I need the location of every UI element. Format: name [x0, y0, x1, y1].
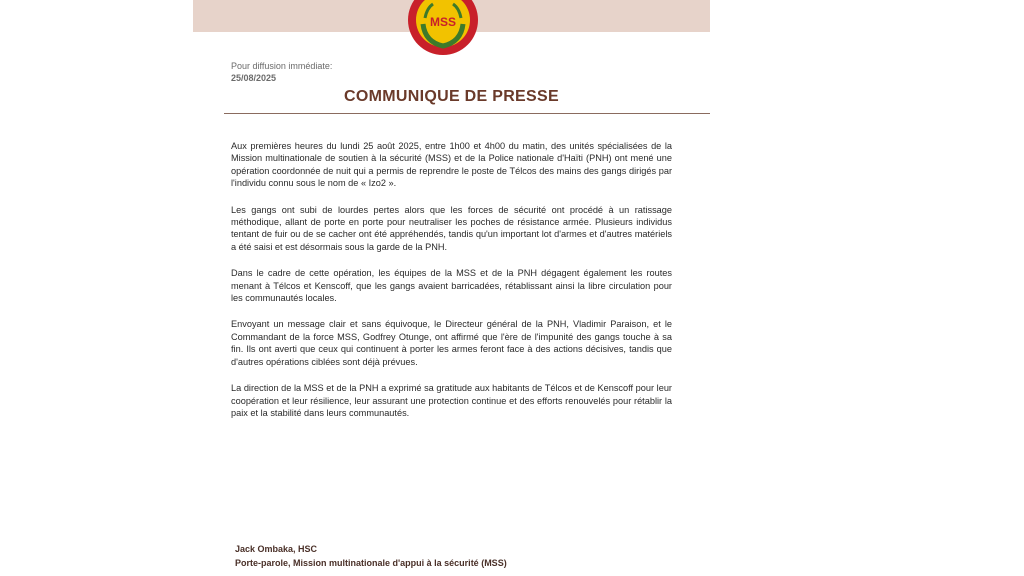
logo-text: MSS [429, 15, 457, 29]
document-page [193, 0, 710, 576]
paragraph-5: La direction de la MSS et de la PNH a exprimé sa gratitude aux habitants de Télcos et de Kenscoff pour leur coopération et leur résilience, leur assurant une protection continue et des efforts renouvelés pour rétablir la paix et la stabilité dans leurs communautés. [231, 383, 672, 418]
release-label: Pour diffusion immédiate: [231, 61, 333, 71]
page-title: COMMUNIQUE DE PRESSE [344, 88, 559, 105]
press-release-body [231, 140, 672, 433]
paragraph-2: Les gangs ont subi de lourdes pertes alors que les forces de sécurité ont procédé à un ratissage méthodique, allant de porte en porte pour neutraliser les poches de résistance armée. Plusieurs individus tentant de fuir ou de se cacher ont été appréhendés, tandis qu'un important lot d'armes et d'autres matériels a été saisi et est désormais sous la garde de la PNH. [231, 204, 672, 252]
mss-logo [407, 0, 479, 56]
signature-role: Porte-parole, Mission multinationale d'appui à la sécurité (MSS) [235, 558, 507, 568]
paragraph-4: Envoyant un message clair et sans équivoque, le Directeur général de la PNH, Vladimir Paraison, et le Commandant de la force MSS, Godfrey Otunge, ont affirmé que l'ère de l'impunité des gangs touche à sa fin. Ils ont averti que ceux qui continuent à porter les armes feront face à des actions décisives, tandis que d'autres opérations ciblées sont déjà prévues. [231, 319, 672, 367]
paragraph-3: Dans le cadre de cette opération, les équipes de la MSS et de la PNH dégagent également les routes menant à Télcos et Kenscoff, que les gangs avaient barricadées, rétablissant ainsi la libre circulation pour les communautés locales. [231, 268, 672, 304]
release-date: 25/08/2025 [231, 73, 277, 83]
paragraph-1: Aux premières heures du lundi 25 août 2025, entre 1h00 et 4h00 du matin, des unités spécialisées de la Mission multinationale de soutien à la sécurité (MSS) et de la Police nationale d'Haïti (PNH) ont mené une opération coordonnée de nuit qui a permis de reprendre le poste de Télcos des mains des gangs dirigés par l'individu connu sous le nom de « Izo2 ». [231, 141, 672, 189]
signature-name: Jack Ombaka, HSC [235, 544, 318, 554]
title-divider [224, 113, 710, 114]
